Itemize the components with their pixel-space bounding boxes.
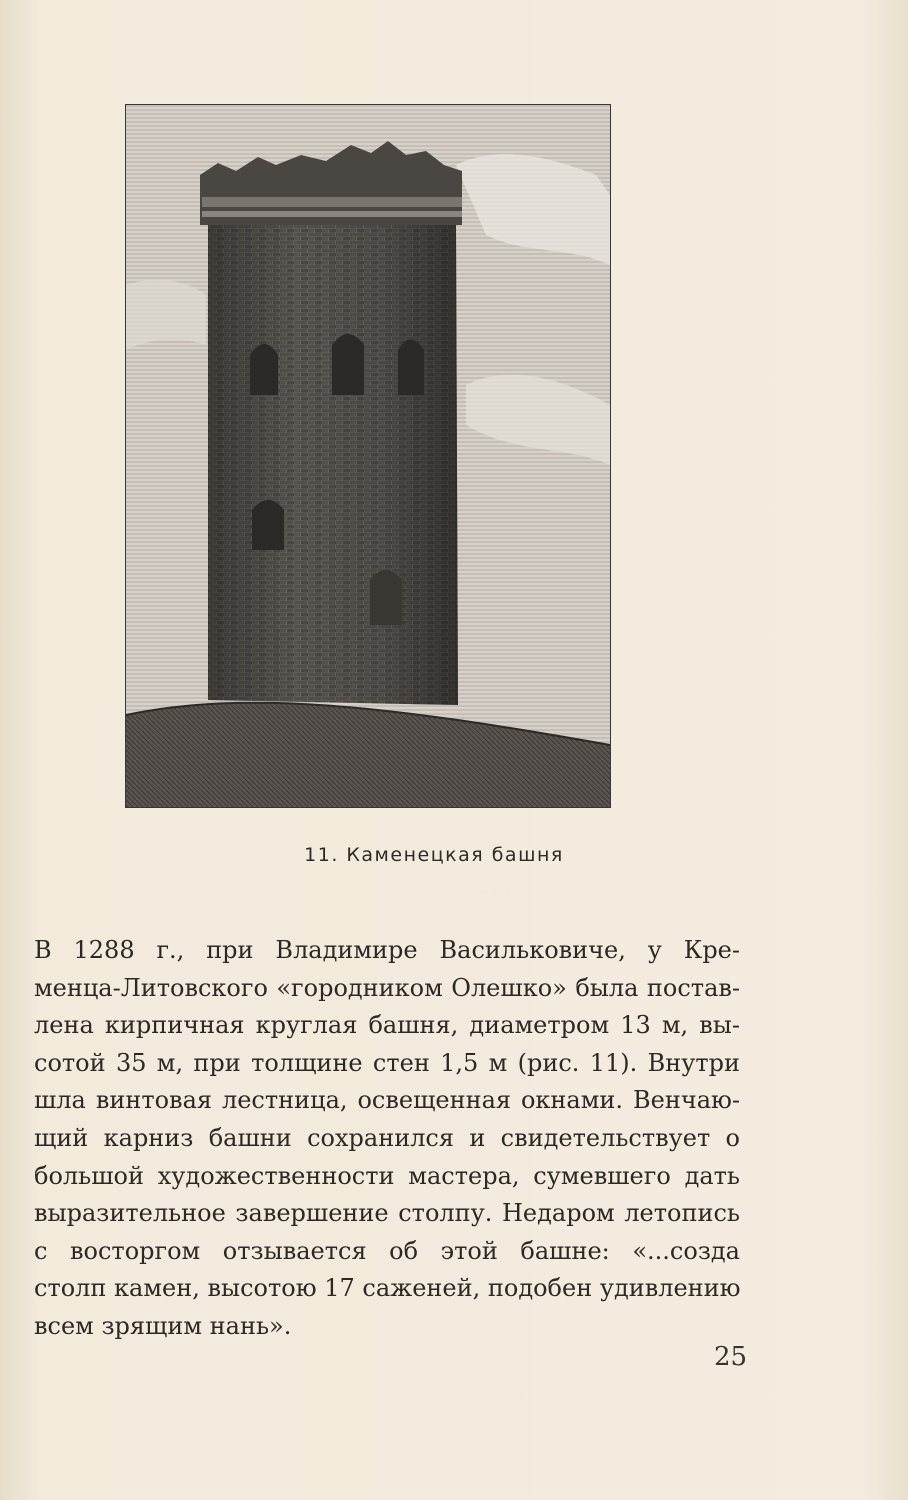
text-line: щий карниз башни сохранился и свидетельствует о [34,1123,740,1152]
text-line: с восторгом отзывается об этой башне: «...созда [34,1236,740,1265]
tower-engraving-icon [126,105,610,807]
tower-illustration [125,104,611,808]
text-line: большой художественности мастера, сумевшего дать [34,1161,740,1190]
figure-caption-text: 11. Каменецкая башня [304,844,564,866]
text-line: всем зрящим нань». [34,1311,292,1340]
text-line: шла винтовая лестница, освещенная окнами. Венчаю- [34,1086,740,1115]
text-line: менца-Литовского «городником Олешко» была постав- [34,973,740,1002]
body-paragraph [34,932,740,1346]
text-line: столп камен, высотою 17 саженей, подобен удивлению [34,1274,741,1303]
text-line: сотой 35 м, при толщине стен 1,5 м (рис. 11). Внутри [34,1048,740,1077]
page-number: 25 [714,1342,748,1372]
figure-caption [0,844,908,866]
text-line: В 1288 г., при Владимире Васильковиче, у Кре- [34,936,740,964]
text-line: лена кирпичная круглая башня, диаметром 13 м, вы- [34,1011,740,1040]
text-line: выразительное завершение столпу. Недаром летопись [34,1199,740,1228]
